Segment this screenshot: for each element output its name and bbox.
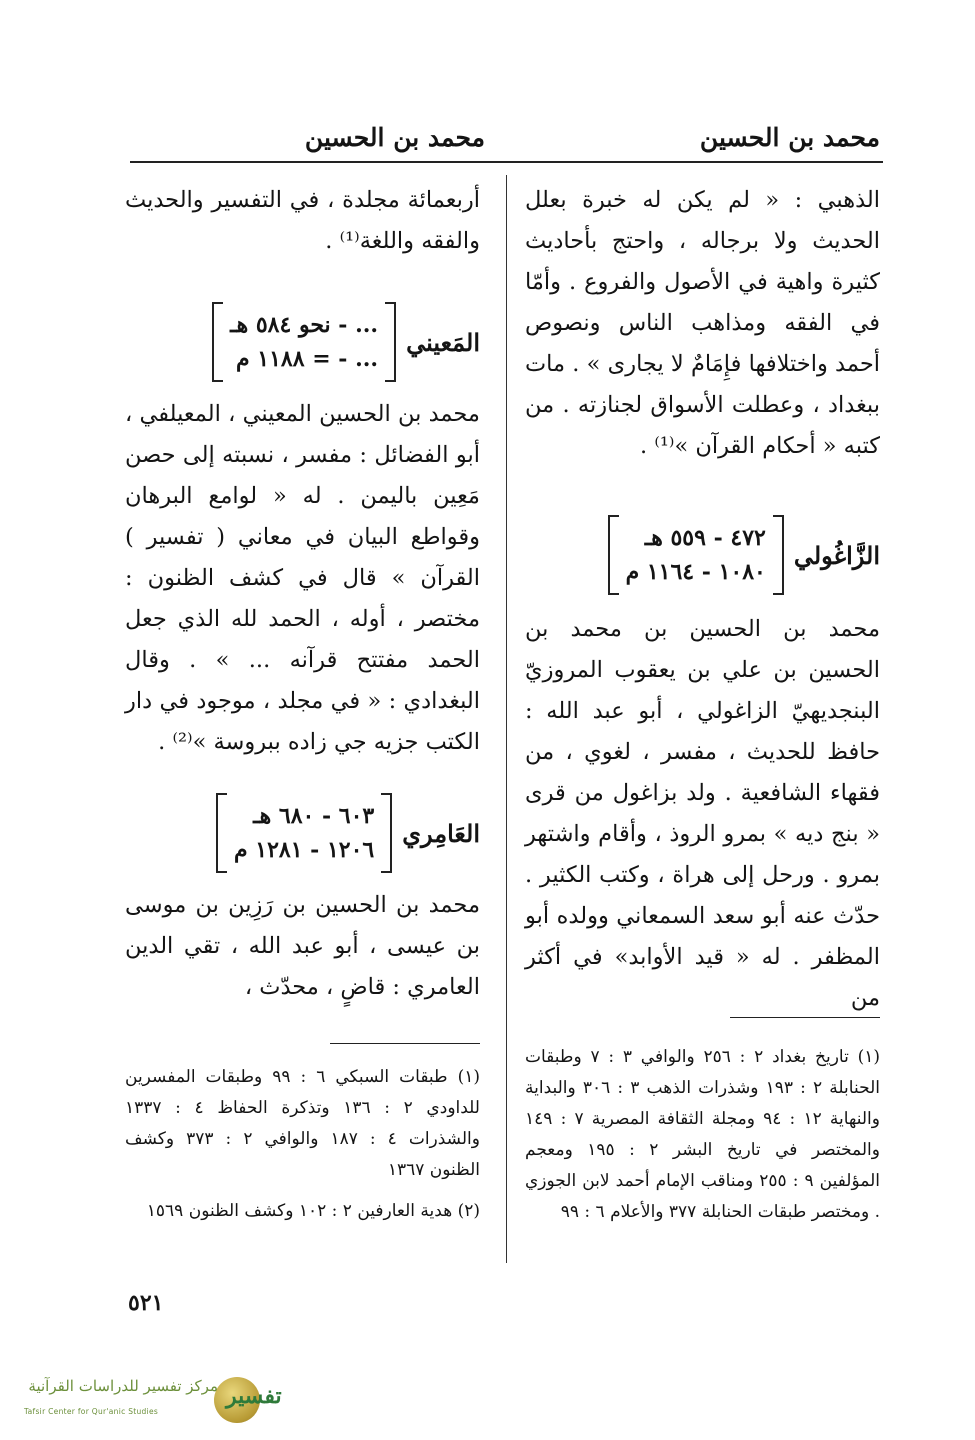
entry-name: العَامِري bbox=[402, 818, 480, 848]
left-paragraph-1: أربعمائة مجلدة ، في التفسير والحديث والفقه واللغة⁽¹⁾ . bbox=[125, 187, 480, 254]
date-bracket bbox=[216, 793, 392, 873]
left-column bbox=[125, 180, 480, 1008]
footnote: (٢) هدية العارفين ٢ : ١٠٢ وكشف الظنون ١٥٦٩ bbox=[146, 1201, 480, 1221]
left-paragraph-3: محمد بن الحسين بن رَزِين بن موسى بن عيسى ، أبو عبد الله ، تقي الدين العامري : قاضٍ ، محدّث ، bbox=[125, 892, 480, 1000]
hijri-dates: ٤٧٢ - ٥٥٩ هـ bbox=[644, 525, 766, 551]
footnote-rule-right bbox=[730, 1017, 880, 1018]
right-column bbox=[525, 180, 880, 1019]
hijri-dates: ... - نحو ٥٨٤ هـ bbox=[230, 312, 379, 338]
gregorian-dates: ١٢٠٦ - ١٢٨١ م bbox=[233, 837, 375, 863]
hijri-dates: ٦٠٣ - ٦٨٠ هـ bbox=[253, 803, 375, 829]
page-number: ٥٢١ bbox=[128, 1290, 164, 1316]
gregorian-dates: ١٠٨٠ - ١١٦٤ م bbox=[625, 559, 766, 585]
entry-heading-amiri bbox=[125, 793, 480, 873]
gregorian-dates: ... - = ١١٨٨ م bbox=[236, 346, 379, 372]
entry-heading-muini bbox=[125, 302, 480, 382]
footnote: (١) طبقات السبكي ٦ : ٩٩ وطبقات المفسرين للداودي ٢ : ١٣٦ وتذكرة الحفاظ ٤ : ١٣٣٧ والشذرات ٤ : ١٨٧ والوافي ٢ : ٣٧٣ وكشف الظنون ١٣٦٧ bbox=[125, 1067, 481, 1180]
logo-arabic-text: مركز تفسير للدراسات القرآنية bbox=[28, 1377, 218, 1395]
logo-mark: تفسير bbox=[226, 1383, 282, 1409]
footnotes-right bbox=[525, 1042, 880, 1228]
running-head-right: محمد بن الحسين bbox=[699, 123, 880, 152]
footnote: (١) تاريخ بغداد ٢ : ٢٥٦ والوافي ٣ : ٧ وطبقات الحنابلة ٢ : ١٩٣ وشذرات الذهب ٣ : ٣٠٦ والبداية والنهاية ١٢ : ٩٤ ومجلة الثقافة المصرية ٧ : ١٤٩ والمختصر في تاريخ البشر ٢ : ١٩٥ ومعجم المؤلفين ٩ : ٢٥٥ ومناقب الإمام أحمد لابن الجوزي . ومختصر طبقات الحنابلة ٣٧٧ والأعلام ٦ : ٩٩ bbox=[525, 1047, 880, 1222]
right-paragraph-1: الذهبي : « لم يكن له خبرة بعلل الحديث ولا برجاله ، واحتج بأحاديث كثيرة واهية في الأصول والفروع . وأمّا في الفقه ومذاهب الناس ونصوص أحمد واختلافها فإِمَامٌ لا يجارى » . مات ببغداد ، وعطلت الأسواق لجنازته . من كتبه « أحكام القرآن »⁽¹⁾ . bbox=[525, 187, 880, 459]
left-paragraph-2: محمد بن الحسين المعيني ، المعيلفي ، أبو الفضائل : مفسر ، نسبته إلى حصن مَعِين باليمن . له « لوامع البرهان وقواطع البيان في معاني ( تفسير ) القرآن » قال في كشف الظنون : مختصر ، أوله ، الحمد لله الذي جعل الحمد مفتتح قرآنه ... » . وقال البغدادي : « في مجلد ، موجود في دار الكتب جزيه جي زاده ببروسة »⁽²⁾ . bbox=[125, 401, 480, 755]
logo-english-text: Tafsir Center for Qur'anic Studies bbox=[24, 1407, 159, 1416]
right-paragraph-2: محمد بن الحسين بن محمد بن الحسين بن علي بن يعقوب المروزيّ البنجديهيّ الزاغولي ، أبو عبد الله : حافظ للحديث ، مفسر ، لغوي ، من فقهاء الشافعية . ولد بزاغول من قرى « بنج ديه » بمرو الروذ ، وأقام واشتهر بمرو . ورحل إلى هراة ، وكتب الكثير . حدّث عنه أبو سعد السمعاني وولده أبو المظفر . له « قيد الأوابد» في أكثر من bbox=[525, 616, 880, 1011]
entry-name: الزَّاغُولي bbox=[793, 540, 880, 570]
date-bracket bbox=[212, 302, 396, 382]
footnote-rule-left bbox=[330, 1043, 480, 1044]
footnotes-left bbox=[125, 1062, 480, 1227]
running-head-left: محمد بن الحسين bbox=[304, 123, 485, 152]
entry-heading-zaghuli bbox=[525, 515, 880, 595]
column-divider bbox=[506, 175, 507, 1263]
date-bracket bbox=[608, 515, 784, 595]
header-rule bbox=[130, 161, 883, 163]
center-logo bbox=[18, 1375, 288, 1425]
entry-name: المَعيني bbox=[406, 327, 480, 357]
